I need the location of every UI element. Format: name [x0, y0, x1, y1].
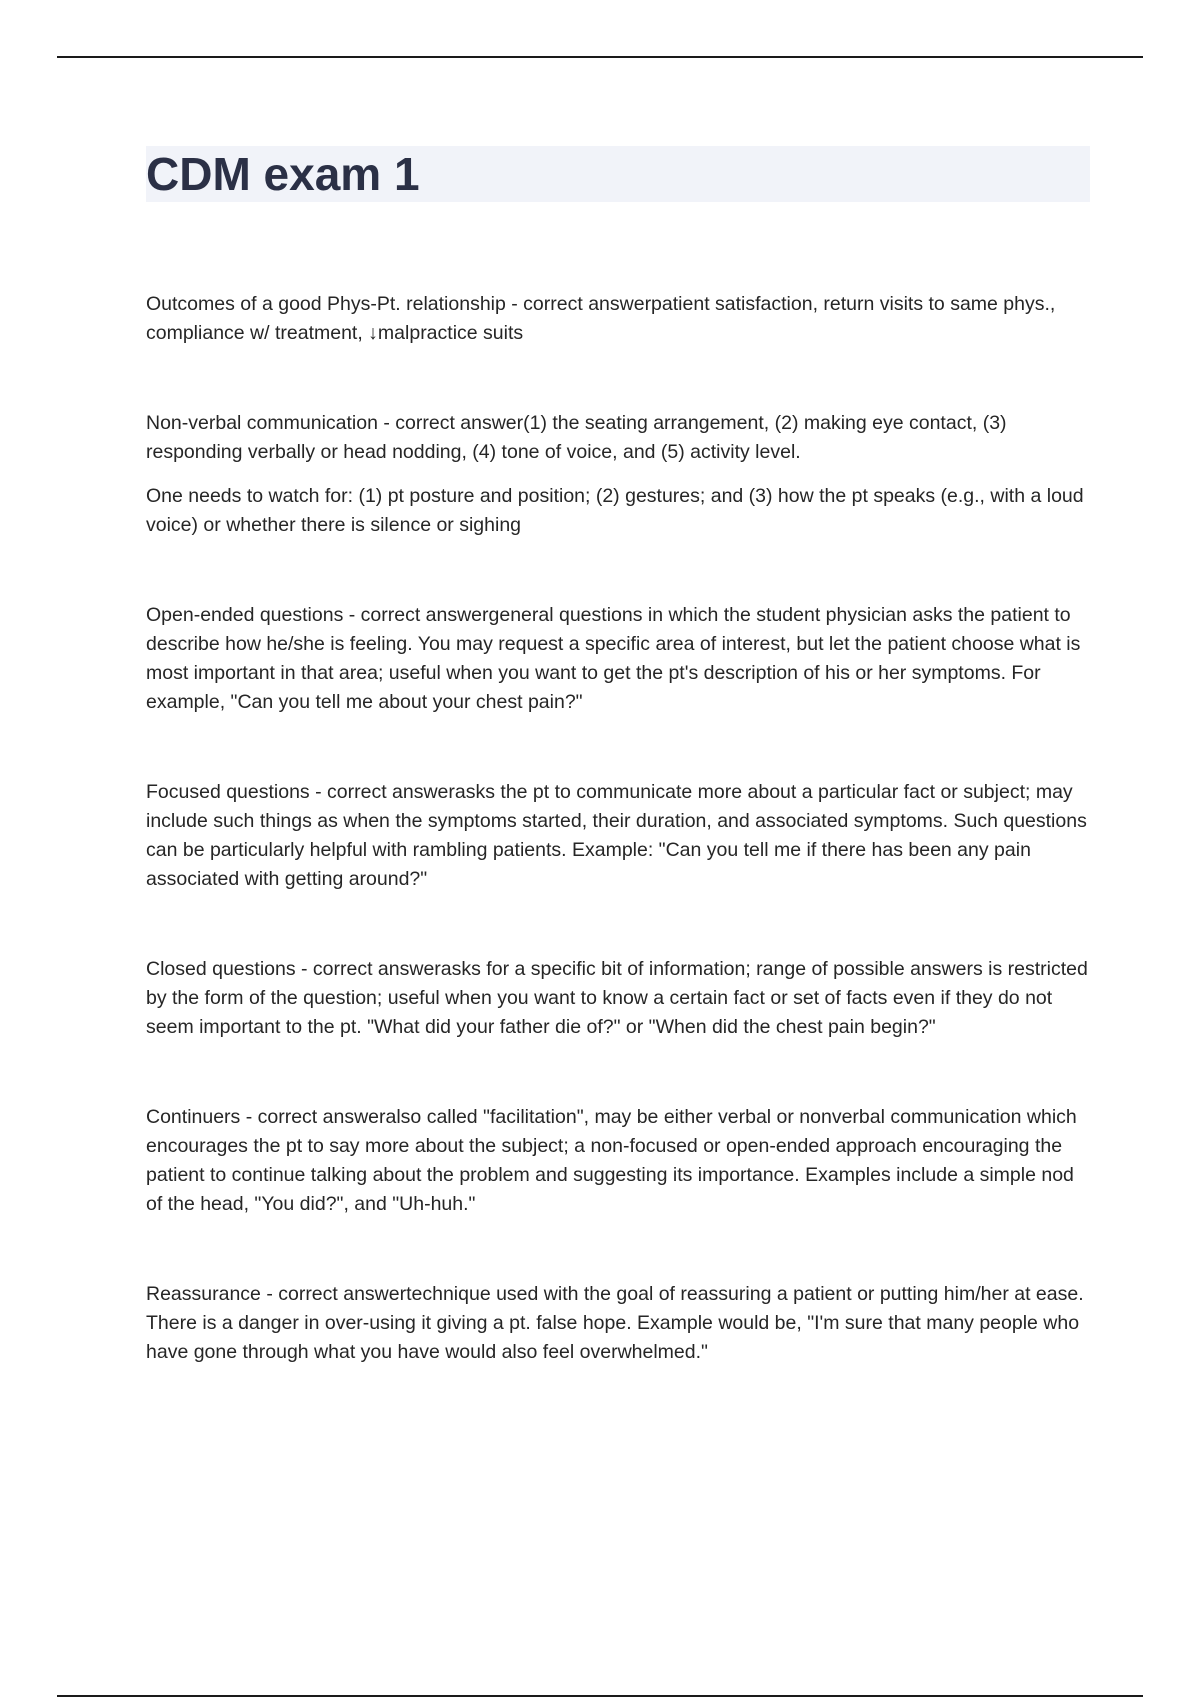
paragraph-open-ended-questions: Open-ended questions - correct answergeneral questions in which the student physician asks the patient to describe how he/she is feeling. You may request a specific area of interest, but let the patient choose what is most important in that area; useful when you want to get the pt's description of his or her symptoms. For example, "Can you tell me about your chest pain?" [146, 604, 1081, 713]
paragraph-non-verbal-communication: Non-verbal communication - correct answer(1) the seating arrangement, (2) making eye contact, (3) responding verbally or head nodding, (4) tone of voice, and (5) activity level. [146, 412, 1007, 463]
header-rule [57, 56, 1143, 58]
paragraph-watch-for: One needs to watch for: (1) pt posture and position; (2) gestures; and (3) how the pt speaks (e.g., with a loud voice) or whether there is silence or sighing [146, 485, 1084, 536]
document-body [146, 290, 1090, 1367]
paragraph-continuers: Continuers - correct answeralso called "facilitation", may be either verbal or nonverbal communication which encourages the pt to say more about the subject; a non-focused or open-ended approach encouraging the patient to continue talking about the problem and suggesting its importance. Examples include a simple nod of the head, "You did?", and "Uh-huh." [146, 1106, 1077, 1215]
document-title: CDM exam 1 [146, 148, 420, 200]
paragraph-closed-questions: Closed questions - correct answerasks for a specific bit of information; range of possible answers is restricted by the form of the question; useful when you want to know a certain fact or set of facts even if they do not seem important to the pt. "What did your father die of?" or "When did the chest pain begin?" [146, 958, 1088, 1038]
paragraph-focused-questions: Focused questions - correct answerasks the pt to communicate more about a particular fact or subject; may include such things as when the symptoms started, their duration, and associated symptoms. Such questions can be particularly helpful with rambling patients. Example: "Can you tell me if there has been any pain associated with getting around?" [146, 781, 1087, 890]
paragraph-reassurance: Reassurance - correct answertechnique used with the goal of reassuring a patient or putting him/her at ease. There is a danger in over-using it giving a pt. false hope. Example would be, "I'm sure that many people who have gone through what you have would also feel overwhelmed." [146, 1283, 1084, 1363]
paragraph-phys-pt-relationship: Outcomes of a good Phys-Pt. relationship - correct answerpatient satisfaction, return visits to same phys., compliance w/ treatment, ↓malpractice suits [146, 293, 1056, 344]
footer-rule [57, 1695, 1143, 1697]
